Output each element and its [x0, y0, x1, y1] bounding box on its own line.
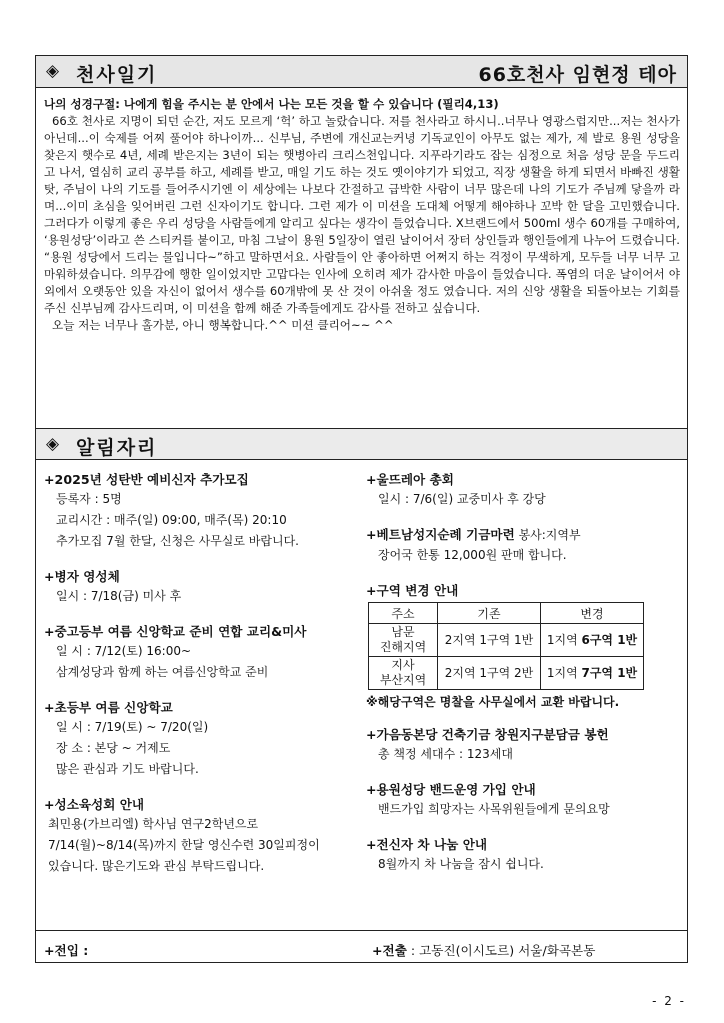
- notice-ulttrea: [366, 470, 686, 510]
- page-number: - 2 -: [652, 994, 686, 1008]
- angel-diary-body: [44, 96, 680, 334]
- notice-vietnam: [366, 525, 686, 566]
- angel-diary-title: 천사일기: [76, 64, 158, 86]
- new-zone-bold: 6구역 1반: [581, 632, 638, 647]
- notice-line: 8월까지 차 나눔을 잠시 쉽니다.: [378, 857, 544, 871]
- table-header-row: [369, 603, 644, 624]
- notice-heading: +2025년 성탄반 예비신자 추가모집: [44, 472, 249, 487]
- notice-heading: +병자 영성체: [44, 569, 120, 584]
- notice-line: 장 소 : 본당 ~ 거제도: [56, 741, 171, 755]
- new-zone-cell: [541, 624, 644, 657]
- bulletin-page-frame: [35, 55, 688, 963]
- transfer-out-value: : 고동진(이시도르) 서울/화곡본동: [406, 943, 596, 958]
- diamond-icon: ◈: [46, 61, 60, 81]
- angel-diary-header: [36, 56, 687, 88]
- notice-sick-communion: [44, 567, 354, 607]
- transfer-in-label: +전입 :: [44, 943, 89, 958]
- notice-heading: +중고등부 여름 신앙학교 준비 연합 교리&미사: [44, 624, 307, 639]
- notices-title: 알림자리: [76, 437, 158, 459]
- notice-building-fund: [366, 725, 686, 765]
- notice-catechumen: [44, 470, 354, 552]
- diary-closing: 오늘 저는 너무나 홀가분, 아니 행복합니다.^^ 미션 클리어~~ ^^: [52, 318, 394, 332]
- notices-header: [36, 428, 687, 460]
- address-cell: [369, 624, 438, 657]
- old-zone-cell: 2지역 1구역 2반: [438, 657, 541, 690]
- notice-line: 장어국 한통 12,000원 판매 합니다.: [378, 548, 567, 562]
- notice-heading: +가음동본당 건축기금 창원지구분담금 봉헌: [366, 727, 609, 742]
- notice-line: 교리시간 : 매주(일) 09:00, 매주(목) 20:10: [56, 513, 287, 527]
- notice-heading: +용원성당 밴드운영 가입 안내: [366, 782, 536, 797]
- address-line: 남문: [391, 625, 415, 639]
- notice-heading-sub: 봉사:지역부: [514, 528, 581, 542]
- notice-zone-change: [366, 581, 686, 710]
- table-row: [369, 657, 644, 690]
- notice-heading: +울뜨레아 총회: [366, 472, 454, 487]
- new-zone-bold: 7구역 1반: [581, 665, 638, 680]
- notice-band: [366, 780, 686, 820]
- transfer-out-label: +전출: [372, 943, 407, 958]
- table-row: [369, 624, 644, 657]
- notice-heading: +초등부 여름 신앙학교: [44, 700, 173, 715]
- notice-car-sharing: [366, 835, 686, 875]
- notices-left-column: [44, 470, 354, 892]
- diary-text: 66호 천사로 지명이 되던 순간, 저도 모르게 ‘헉’ 하고 놀랐습니다. 저를 천사라고 하시니..너무나 영광스럽지만...저는 천사가 아닌데...이 숙제를 어찌 풀어야 하나이까... 신부님, 주변에 개신교는커녕 기독교인이 아무도 없는 제가, 제 발로 용원 성당을 찾은지 햇수로 4년, 세례 받은지는 3년이 되는 햇병아리 크리스천입니다. 지푸라기라도 잡는 심정으로 처음 성당 문을 두드리고 나서, 열심히 교리 공부를 하고, 세례를 받고, 매일 기도 하는 것도 옛이야기가 되었고, 직장 생활을 하게 되면서 바빠진 생활 탓, 주님이 나의 기도를 들어주시기엔 이 세상에는 나보다 간절하고 급박한 사람이 너무 많은데 나의 기도가 주님께 닿을까 라며...이미 초심을 잊어버린 그런 신자이기도 합니다. 그런 제가 이 미션을 도대체 어떻게 해야하나 꼬박 한 달을 고민했습니다. 그러다가 이렇게 좋은 우리 성당을 사람들에게 알리고 싶다는 생각이 들었습니다. X브랜드에서 500ml 생수 60개를 구매하여, ‘용원성당’이라고 쓴 스티커를 붙이고, 마침 그날이 용원 5일장이 열린 날이어서 장터 상인들과 행인들에게 나누어 드렸습니다. “용원 성당에서 드리는 물입니다~”하고 말하면서요. 사람들이 안 좋아하면 어쩌지 하는 걱정이 무색하게, 모두들 너무 너무 고마워하셨습니다. 의무감에 행한 일이었지만 고맙다는 인사에 오히려 제가 감사한 마음이 들었습니다. 폭염의 더운 날이어서 야외에서 오랫동안 있을 자신이 없어서 생수를 60개밖에 못 산 것이 아쉬울 정도 였습니다. 저의 신앙 생활을 되돌아보는 기회를 주신 신부님께 감사드리며, 이 미션을 함께 해준 가족들에게도 감사를 전하고 싶습니다.: [44, 114, 680, 315]
- notice-heading: +전신자 차 나눔 안내: [366, 837, 488, 852]
- notice-line: 밴드가입 희망자는 사목위원들에게 문의요망: [378, 802, 610, 816]
- column-header-old: 기존: [438, 603, 541, 624]
- notice-heading-text: +베트남성지순례 기금마련: [366, 527, 515, 542]
- address-line: 진해지역: [379, 640, 427, 654]
- notice-heading: +성소육성회 안내: [44, 797, 145, 812]
- notice-vocation: [44, 795, 354, 877]
- zone-change-table: [368, 602, 644, 690]
- notice-heading: [366, 525, 686, 545]
- diamond-icon: ◈: [46, 434, 60, 454]
- notice-line: 7/14(월)~8/14(목)까지 한달 영신수련 30일피정이: [48, 838, 320, 852]
- new-zone-cell: [541, 657, 644, 690]
- address-line: 지사: [391, 658, 415, 672]
- notice-line: 총 책정 세대수 : 123세대: [378, 747, 513, 761]
- transfers-bar: [36, 930, 687, 964]
- notice-heading: +구역 변경 안내: [366, 583, 459, 598]
- old-zone-cell: 2지역 1구역 1반: [438, 624, 541, 657]
- address-line: 부산지역: [379, 673, 427, 687]
- notice-line: 최민용(가브리엘) 학사님 연구2학년으로: [48, 817, 259, 831]
- new-zone-prefix: 1지역: [546, 632, 582, 647]
- notice-line: 삼계성당과 함께 하는 여름신앙학교 준비: [56, 665, 269, 679]
- notice-line: 일 시 : 7/12(토) 16:00~: [56, 644, 192, 658]
- notice-line: 추가모집 7월 한달, 신청은 사무실로 바랍니다.: [56, 534, 299, 548]
- bible-verse: 나의 성경구절: 나에게 힘을 주시는 분 안에서 나는 모든 것을 할 수 있습니다 (필리4,13): [44, 97, 499, 111]
- notice-line: 일 시 : 7/19(토) ~ 7/20(일): [56, 720, 209, 734]
- address-cell: [369, 657, 438, 690]
- notice-line: 있습니다. 많은기도와 관심 부탁드립니다.: [48, 859, 265, 873]
- notice-elementary-summer: [44, 698, 354, 780]
- notice-line: 일시 : 7/6(일) 교중미사 후 강당: [378, 492, 546, 506]
- notice-line: 등록자 : 5명: [56, 492, 122, 506]
- new-zone-prefix: 1지역: [546, 665, 582, 680]
- angel-diary-author: 66호천사 임현정 테아: [478, 64, 677, 86]
- notice-youth-summer: [44, 622, 354, 683]
- column-header-address: 주소: [369, 603, 438, 624]
- notices-right-column: [366, 470, 686, 890]
- zone-change-note: ※해당구역은 명찰을 사무실에서 교환 바랍니다.: [366, 695, 620, 709]
- transfer-out: [372, 940, 595, 959]
- notice-line: 많은 관심과 기도 바랍니다.: [56, 762, 199, 776]
- notice-line: 일시 : 7/18(금) 미사 후: [56, 589, 182, 603]
- column-header-new: 변경: [541, 603, 644, 624]
